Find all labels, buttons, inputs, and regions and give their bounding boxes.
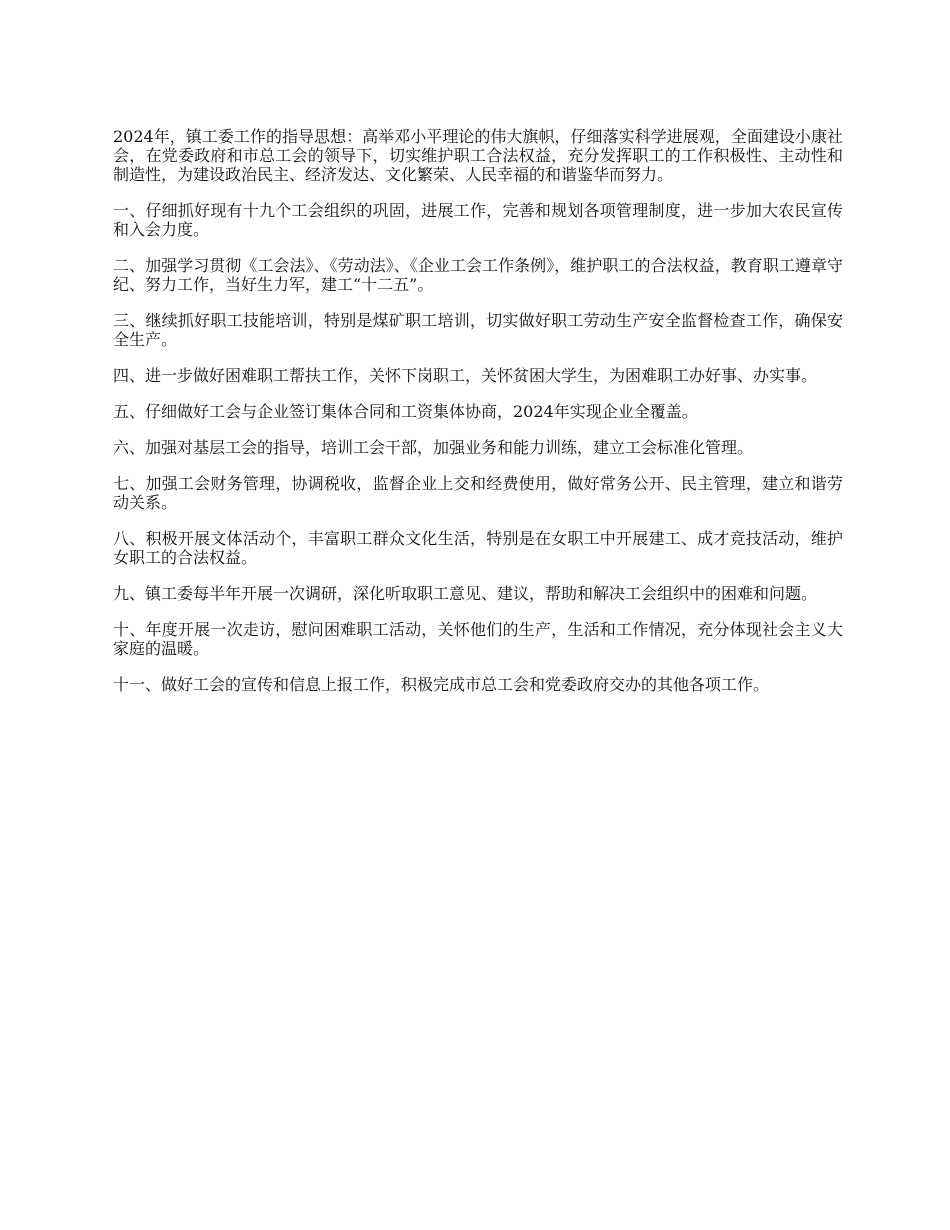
paragraph-item-10: 十、年度开展一次走访，慰问困难职工活动，关怀他们的生产，生活和工作情况，充分体现社会主义大家庭的温暖。 <box>113 620 843 658</box>
paragraph-item-5: 五、仔细做好工会与企业签订集体合同和工资集体协商，2024年实现企业全覆盖。 <box>113 402 698 421</box>
paragraph-guiding-ideology: 2024年，镇工委工作的指导思想：高举邓小平理论的伟大旗帜，仔细落实科学进展观，全面建设小康社会，在党委政府和市总工会的领导下，切实维护职工合法权益，充分发挥职工的工作积极性、主动性和制造性，为建设政治民主、经济发达、文化繁荣、人民幸福的和谐鉴华而努力。 <box>113 127 843 184</box>
paragraph-item-7: 七、加强工会财务管理，协调税收，监督企业上交和经费使用，做好常务公开、民主管理，建立和谐劳动关系。 <box>113 474 843 512</box>
paragraph-item-2: 二、加强学习贯彻《工会法》、《劳动法》、《企业工会工作条例》，维护职工的合法权益，教育职工遵章守纪、努力工作，当好生力军，建工“十二五”。 <box>113 256 843 294</box>
paragraph-item-11: 十一、做好工会的宣传和信息上报工作，积极完成市总工会和党委政府交办的其他各项工作。 <box>113 675 770 694</box>
paragraph-item-8: 八、积极开展文体活动个，丰富职工群众文化生活，特别是在女职工中开展建工、成才竞技活动，维护女职工的合法权益。 <box>113 529 843 567</box>
paragraph-item-1: 一、仔细抓好现有十九个工会组织的巩固，进展工作，完善和规划各项管理制度，进一步加大农民宣传和入会力度。 <box>113 201 843 239</box>
paragraph-item-4: 四、进一步做好困难职工帮扶工作，关怀下岗职工，关怀贫困大学生，为困难职工办好事、办实事。 <box>113 366 818 385</box>
paragraph-item-6: 六、加强对基层工会的指导，培训工会干部，加强业务和能力训练，建立工会标准化管理。 <box>113 438 754 457</box>
paragraph-item-3: 三、继续抓好职工技能培训，特别是煤矿职工培训，切实做好职工劳动生产安全监督检查工作，确保安全生产。 <box>113 311 843 349</box>
paragraph-item-9: 九、镇工委每半年开展一次调研，深化听取职工意见、建议，帮助和解决工会组织中的困难和问题。 <box>113 584 818 603</box>
document-body <box>113 127 843 711</box>
